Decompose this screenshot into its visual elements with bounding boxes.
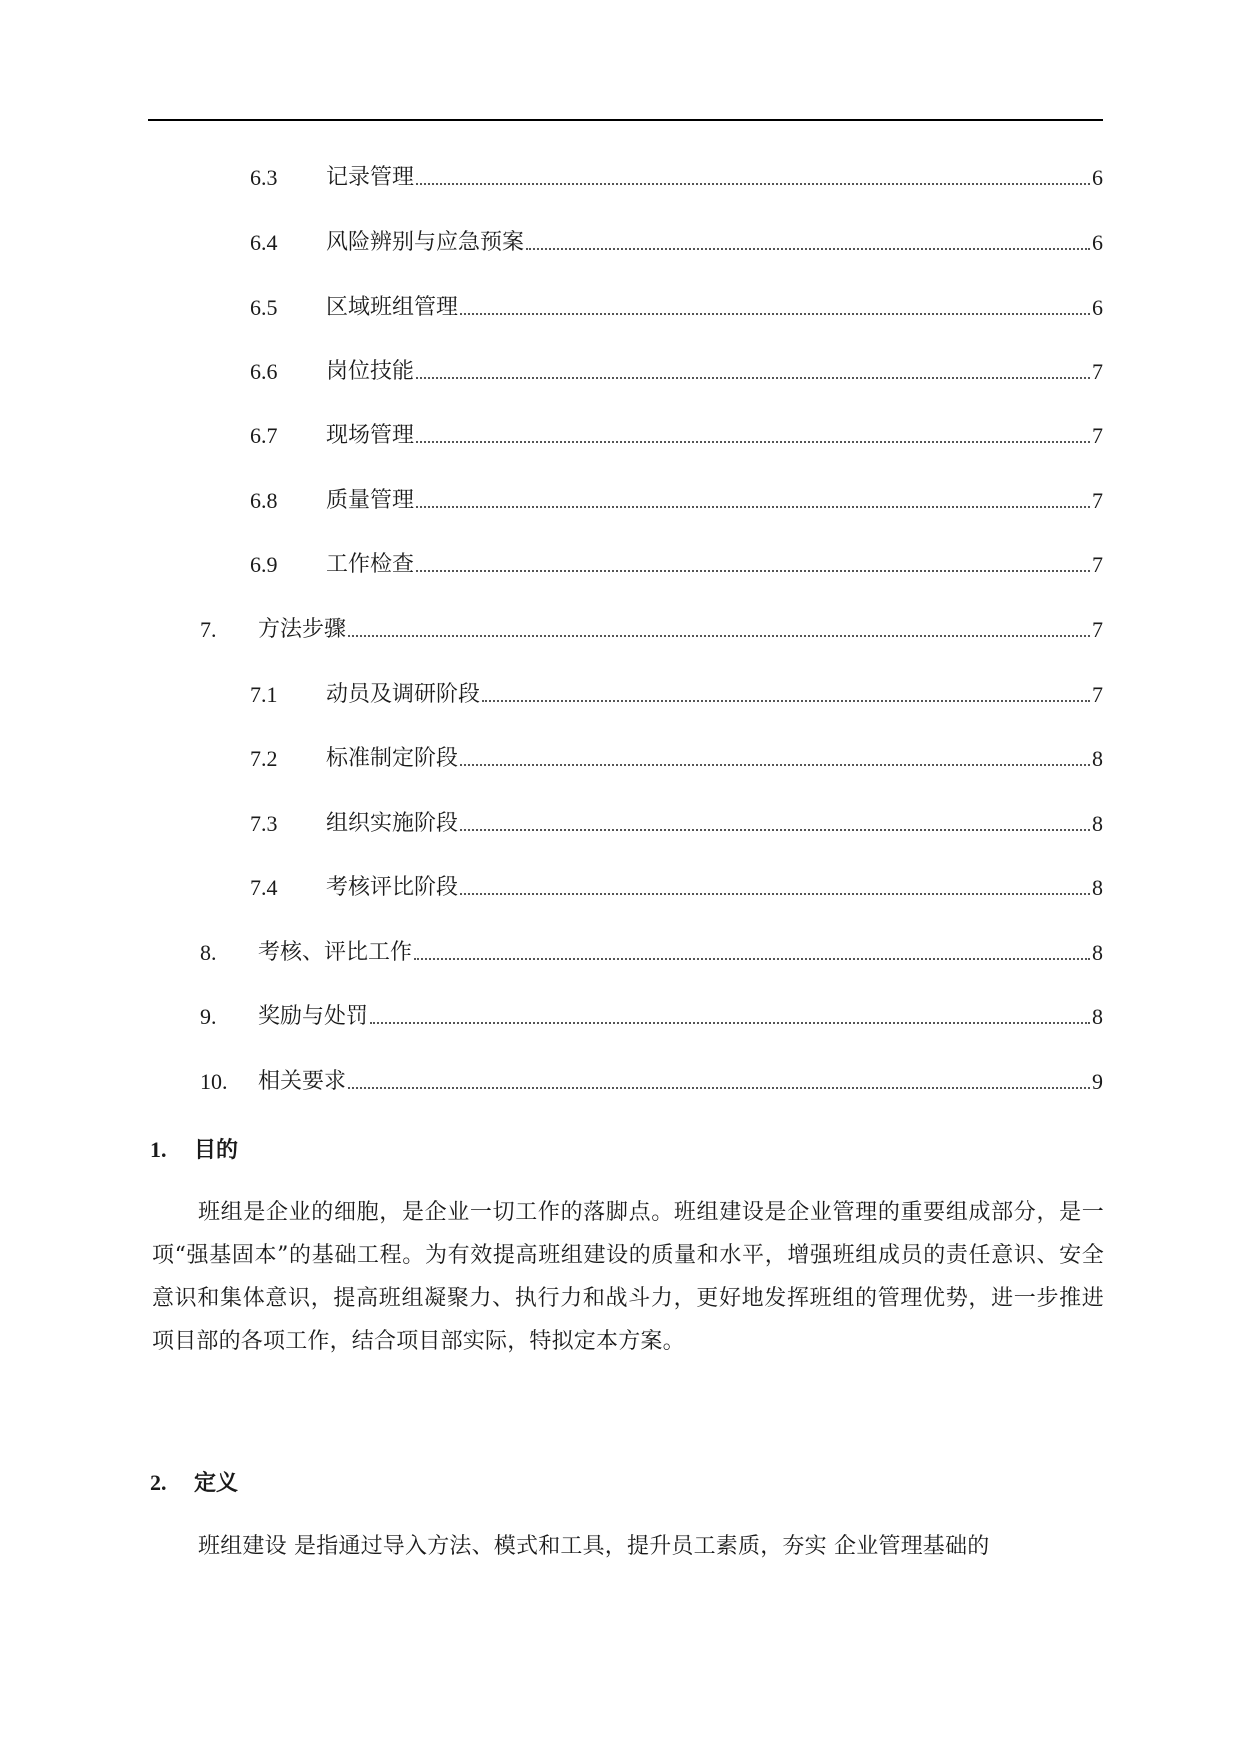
toc-entry-number: 6.3	[250, 165, 278, 190]
toc-entry-number: 10.	[200, 1069, 228, 1094]
toc-entry-title: 现场管理	[326, 423, 415, 448]
toc-dot-leader	[414, 957, 1090, 960]
toc-entry-page: 6	[1092, 165, 1103, 190]
toc-dot-leader	[416, 505, 1090, 508]
toc-entry-title: 动员及调研阶段	[326, 682, 481, 707]
toc-dot-leader	[416, 569, 1090, 572]
section-heading-definition	[150, 1468, 238, 1498]
toc-entry-6-5[interactable]	[250, 290, 1103, 322]
toc-entry-6-4[interactable]	[250, 225, 1103, 257]
toc-dot-leader	[482, 699, 1090, 702]
section-heading-purpose	[150, 1135, 238, 1165]
toc-entry-10[interactable]	[200, 1064, 1103, 1096]
toc-entry-7[interactable]	[200, 612, 1103, 644]
toc-entry-number: 6.4	[250, 230, 278, 255]
toc-dot-leader	[416, 376, 1090, 379]
toc-entry-7-4[interactable]	[250, 870, 1103, 902]
toc-entry-page: 7	[1092, 617, 1103, 642]
toc-entry-7-2[interactable]	[250, 741, 1103, 773]
toc-entry-title: 岗位技能	[326, 359, 415, 384]
toc-entry-title: 奖励与处罚	[258, 1004, 369, 1029]
section-number: 1.	[150, 1137, 167, 1162]
toc-entry-title: 标准制定阶段	[326, 746, 459, 771]
toc-entry-title: 区域班组管理	[326, 295, 459, 320]
toc-entry-number: 7.2	[250, 746, 278, 771]
toc-dot-leader	[460, 763, 1090, 766]
section-body-definition: 班组建设 是指通过导入方法、模式和工具，提升员工素质，夯实 企业管理基础的	[198, 1534, 990, 1559]
toc-entry-number: 9.	[200, 1004, 217, 1029]
toc-entry-title: 质量管理	[326, 488, 415, 513]
toc-entry-page: 6	[1092, 230, 1103, 255]
toc-dot-leader	[460, 892, 1090, 895]
toc-entry-6-9[interactable]	[250, 547, 1103, 579]
toc-dot-leader	[370, 1021, 1090, 1024]
toc-dot-leader	[348, 1086, 1090, 1089]
toc-dot-leader	[460, 312, 1090, 315]
toc-dot-leader	[348, 634, 1090, 637]
toc-dot-leader	[460, 828, 1090, 831]
toc-entry-8[interactable]	[200, 935, 1103, 967]
toc-entry-title: 相关要求	[258, 1069, 347, 1094]
toc-dot-leader	[526, 247, 1090, 250]
section-title: 目的	[194, 1137, 239, 1163]
toc-entry-title: 考核评比阶段	[326, 875, 459, 900]
toc-entry-6-3[interactable]	[250, 160, 1103, 192]
toc-entry-number: 8.	[200, 940, 217, 965]
toc-dot-leader	[416, 182, 1090, 185]
toc-entry-page: 8	[1092, 940, 1103, 965]
toc-entry-page: 8	[1092, 811, 1103, 836]
toc-entry-number: 6.8	[250, 488, 278, 513]
toc-entry-page: 7	[1092, 682, 1103, 707]
toc-entry-number: 6.5	[250, 295, 278, 320]
toc-entry-7-3[interactable]	[250, 806, 1103, 838]
toc-entry-title: 工作检查	[326, 552, 415, 577]
toc-entry-page: 9	[1092, 1069, 1103, 1094]
toc-entry-number: 6.9	[250, 552, 278, 577]
toc-entry-title: 考核、评比工作	[258, 940, 413, 965]
toc-entry-title: 方法步骤	[258, 617, 347, 642]
toc-entry-number: 7.3	[250, 811, 278, 836]
section-number: 2.	[150, 1470, 167, 1495]
toc-entry-title: 风险辨别与应急预案	[326, 230, 525, 255]
toc-entry-9[interactable]	[200, 999, 1103, 1031]
toc-entry-page: 6	[1092, 295, 1103, 320]
toc-entry-page: 8	[1092, 1004, 1103, 1029]
toc-entry-page: 7	[1092, 359, 1103, 384]
header-rule	[148, 119, 1103, 121]
toc-entry-6-7[interactable]	[250, 418, 1103, 450]
toc-entry-6-8[interactable]	[250, 483, 1103, 515]
toc-dot-leader	[416, 440, 1090, 443]
toc-entry-page: 7	[1092, 552, 1103, 577]
toc-entry-title: 组织实施阶段	[326, 811, 459, 836]
toc-entry-number: 6.7	[250, 423, 278, 448]
toc-entry-number: 7.4	[250, 875, 278, 900]
section-body-purpose: 班组是企业的细胞，是企业一切工作的落脚点。班组建设是企业管理的重要组成部分，是一项“强基固本”的基础工程。为有效提高班组建设的质量和水平，增强班组成员的责任意识、安全意识和集体意识，提高班组凝聚力、执行力和战斗力，更好地发挥班组的管理优势，进一步推进项目部的各项工作，结合项目部实际，特拟定本方案。	[152, 1200, 1104, 1354]
toc-entry-number: 7.	[200, 617, 217, 642]
section-title: 定义	[194, 1470, 239, 1496]
toc-entry-page: 8	[1092, 875, 1103, 900]
toc-entry-page: 8	[1092, 746, 1103, 771]
toc-entry-6-6[interactable]	[250, 354, 1103, 386]
toc-entry-number: 7.1	[250, 682, 278, 707]
toc-entry-7-1[interactable]	[250, 677, 1103, 709]
toc-entry-page: 7	[1092, 423, 1103, 448]
toc-entry-page: 7	[1092, 488, 1103, 513]
toc-entry-title: 记录管理	[326, 165, 415, 190]
toc-entry-number: 6.6	[250, 359, 278, 384]
